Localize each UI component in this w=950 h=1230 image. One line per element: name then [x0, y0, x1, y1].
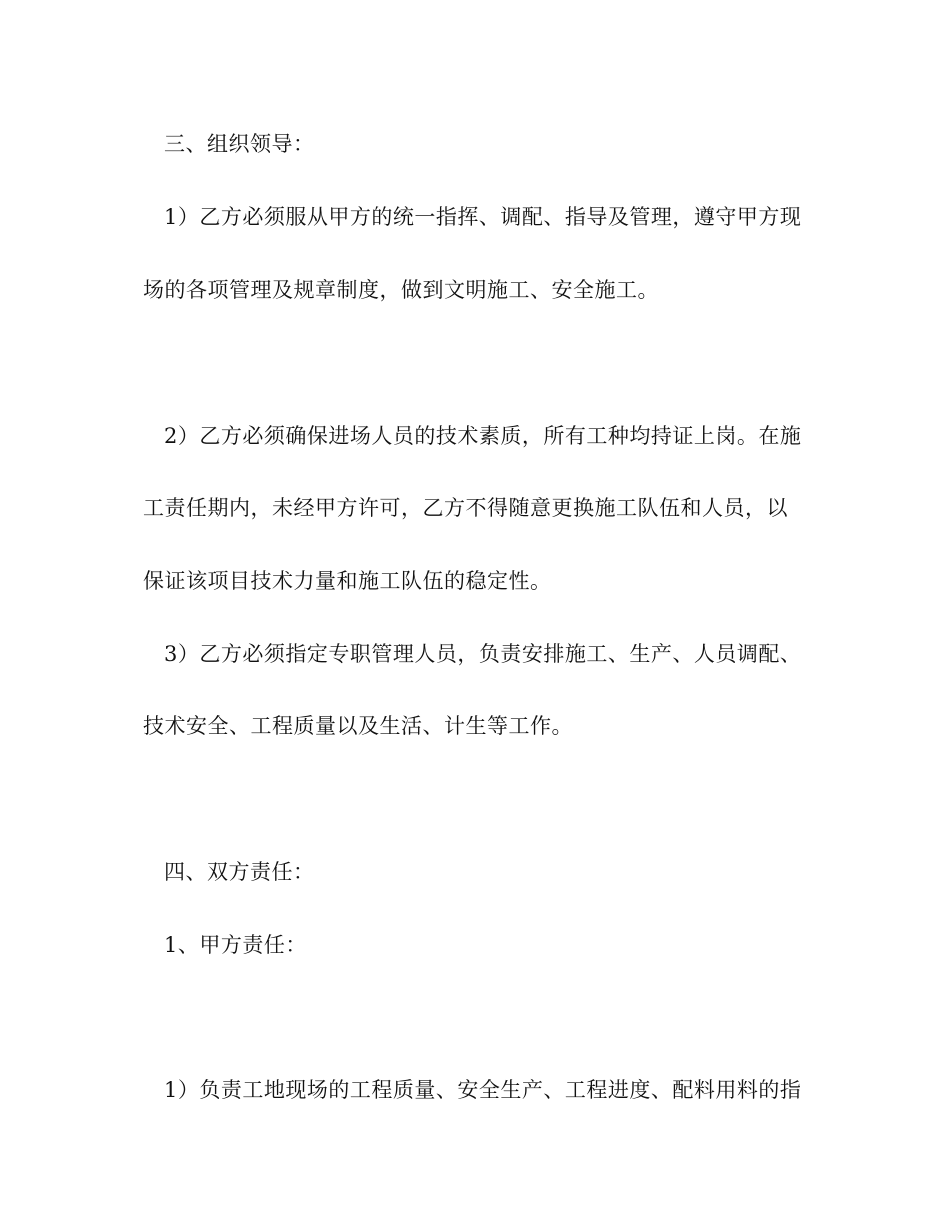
section-heading-organization: 三、组织领导： — [164, 132, 315, 156]
paragraph-line: 3）乙方必须指定专职管理人员，负责安排施工、生产、人员调配、 — [164, 642, 802, 666]
paragraph-line: 技术安全、工程质量以及生活、计生等工作。 — [143, 714, 573, 738]
paragraph-line: 场的各项管理及规章制度，做到文明施工、安全施工。 — [143, 278, 659, 302]
paragraph-line: 2）乙方必须确保进场人员的技术素质，所有工种均持证上岗。在施 — [164, 424, 802, 448]
section-heading-responsibilities: 四、双方责任： — [164, 860, 315, 884]
subsection-heading-party-a: 1、甲方责任： — [164, 933, 307, 957]
paragraph-line: 保证该项目技术力量和施工队伍的稳定性。 — [143, 569, 552, 593]
paragraph-line: 1）负责工地现场的工程质量、安全生产、工程进度、配料用料的指 — [164, 1078, 802, 1102]
paragraph-line: 工责任期内，未经甲方许可，乙方不得随意更换施工队伍和人员，以 — [143, 496, 788, 520]
paragraph-line: 1）乙方必须服从甲方的统一指挥、调配、指导及管理，遵守甲方现 — [164, 205, 802, 229]
